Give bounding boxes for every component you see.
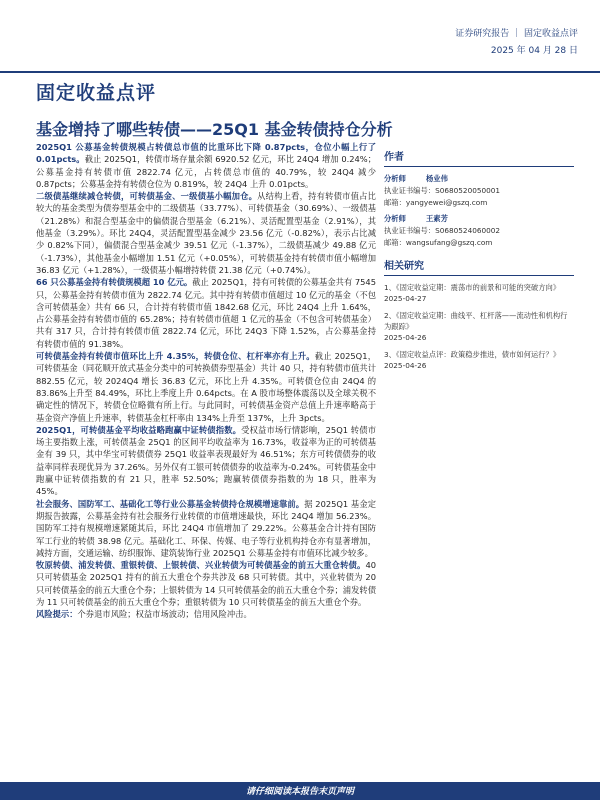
paragraph: 2025Q1 公募基金转债规模占转债总市值的比重环比下降 0.87pcts，仓位小幅上行了 0.01pcts。截止 2025Q1，转债市场存量余额 6920.52 亿元，环比 24Q4 增加 0.24%；公募基金持有转债市值 2822.74 亿元，占转债总市值的 40.79%，较 24Q4 减少 0.87pcts；公募基金持有转债仓位为 0.819%，较 24Q4 上升 0.01pcts。 (36, 142, 376, 189)
related-title[interactable]: 1、《固定收益定期：震荡市的前景和可能的突破方向》 (384, 283, 561, 292)
paragraph: 牧原转债、浦发转债、重银转债、上银转债、兴业转债为可转债基金的前五大重仓转债。40 只可转债基金 2025Q1 持有的前五大重仓个券共涉及 68 只可转债。其中，兴业转债为 20 只可转债基金的前五大重仓个券；上银转债为 14 只可转债基金的前五大重仓个券；浦发转债为 11 只可转债基金的前五大重仓个券；重银转债为 10 只可转债基金的前五大重仓个券。 (36, 560, 376, 607)
analyst-email[interactable]: 邮箱：yangyewei@gszq.com (384, 198, 488, 207)
related-report[interactable] (384, 310, 574, 343)
report-date: 2025 年 04 月 28 日 (490, 46, 578, 56)
risk-paragraph: 风险提示：个券退市风险；权益市场波动；信用风险冲击。 (36, 609, 252, 620)
paragraph: 2025Q1，可转债基金平均收益略跑赢中证转债指数。受权益市场行情影响，25Q1 转债市场主要指数上涨，可转债基金 25Q1 的区间平均收益率为 16.73%，收益率为正的可转债基金有 39 只，其中华宝可转债债券 25Q1 收益率表现最好为 46.51%；东方可转债债券的收益率同样表现优异为 37.26%。另外仅有工银可转债债券的收益率为-0.24%。可转债基金中跑赢中证转债指数的有 21 只，胜率 52.50%；跑赢转债债券指数的为 18 只，胜率为 45%。 (36, 424, 377, 497)
analyst-name: 王素芳 (426, 214, 448, 223)
related-title[interactable]: 3、《固定收益点评：政策稳步推进，债市如何运行？》 (384, 350, 561, 359)
analyst-license: 执业证书编号：S0680524060002 (384, 226, 501, 235)
report-body (36, 141, 376, 621)
analyst-block (384, 173, 574, 209)
related-title[interactable]: 2、《固定收益定期：曲线平、杠杆落——流动性和机构行为跟踪》 (384, 311, 568, 331)
report-category: 固定收益点评 (36, 82, 157, 104)
analyst-block (384, 213, 574, 249)
analyst-role: 分析师 (384, 174, 406, 183)
authors-heading: 作者 (384, 148, 574, 167)
paragraph: 可转债基金持有转债市值环比上升 4.35%，转债仓位、杠杆率亦有上升。截止 2025Q1，可转债基金（同花顺开放式基金分类中的可转换债券型基金）共计 40 只，持有转债市值共计 882.55 亿元，较 2024Q4 增长 36.83 亿元，环比上升 4.35%。可转债仓位由 24Q4 的 83.86%上升至 84.49%，环比上季度上升 0.64pcts。在 A 股市场整体震荡以及全球关税不确定性的情况下，转债仓位略微有所上行。与此同时，可转债基金资产总值上升速率略高于基金资产净值上升速率，转债基金杠杆率由 134%上升至 137%，上升 3pcts。 (36, 351, 376, 423)
related-heading: 相关研究 (384, 257, 574, 276)
related-date: 2025-04-27 (384, 294, 427, 303)
related-date: 2025-04-26 (384, 333, 427, 342)
paragraph: 二级债基继续减仓转债，可转债基金、一级债基小幅加仓。从结构上看，持有转债市值占比较大的基金类型为债券型基金中的二级债基（33.77%）、可转债基金（30.69%）、一级债基（21.28%）和混合型基金中的偏债混合型基金（6.21%）、灵活配置型基金（2.91%），其他基金（3.29%）。环比 24Q4，灵活配置型基金减少 23.56 亿元（-0.82%），表示占比减少 0.82%下同），偏债混合型基金减少 39.51 亿元（-1.37%），二级债基减少 49.88 亿元（-1.73%），其他基金小幅增加 1.51 亿元（+0.05%），可转债基金持有转债市值小幅增加 36.83 亿元（+1.28%），一级债基小幅增持转债 21.38 亿元（+0.74%）。 (36, 191, 376, 275)
related-report[interactable] (384, 349, 574, 371)
header-meta (455, 26, 578, 60)
related-report[interactable] (384, 282, 574, 304)
header-divider (0, 71, 600, 73)
related-date: 2025-04-26 (384, 361, 427, 370)
analyst-role: 分析师 (384, 214, 406, 223)
analyst-license: 执业证书编号：S0680520050001 (384, 186, 501, 195)
footer-disclaimer: 请仔细阅读本报告末页声明 (245, 787, 354, 797)
report-type: 证券研究报告 ｜ 固定收益点评 (455, 29, 578, 39)
report-title: 基金增持了哪些转债——25Q1 基金转债持仓分析 (36, 120, 393, 139)
sidebar (384, 148, 574, 377)
paragraph: 66 只公募基金持有转债规模超 10 亿元。截止 2025Q1，持有可转债的公募基金共有 7545 只，公募基金持有转债市值为 2822.74 亿元。其中持有转债市值超过 10 亿元的基金（不包含可转债基金）共有 66 只，合计持有转债市值 1842.68 亿元，环比 24Q4 上升 1.64%，占公募基金持有转债市值的 65.28%；持有转债市值超 1 亿元的基金（不包含可转债基金）共有 317 只，合计持有转债市值 2822.74 亿元，环比 24Q3 下降 1.52%，占公募基金持有转债市值的 91.38%。 (36, 277, 376, 349)
analyst-name: 杨业伟 (426, 174, 448, 183)
paragraph: 社会服务、国防军工、基础化工等行业公募基金转债持仓规模增速靠前。据 2025Q1 基金定期报告披露，公募基金持有社会服务行业转债的市值增速最快，环比 24Q4 增加 56.23%。国防军工持有规模增速紧随其后，环比 24Q4 市值增加了 29.22%。公募基金合计持有国防军工行业的转债 38.98 亿元。基础化工、环保、传媒、电子等行业机构持仓亦有显著增加，减持方面，交通运输、纺织服饰、建筑装饰行业 2025Q1 公募基金持有市值环比减少较多。 (36, 498, 376, 558)
analyst-email[interactable]: 邮箱：wangsufang@gszq.com (384, 238, 493, 247)
